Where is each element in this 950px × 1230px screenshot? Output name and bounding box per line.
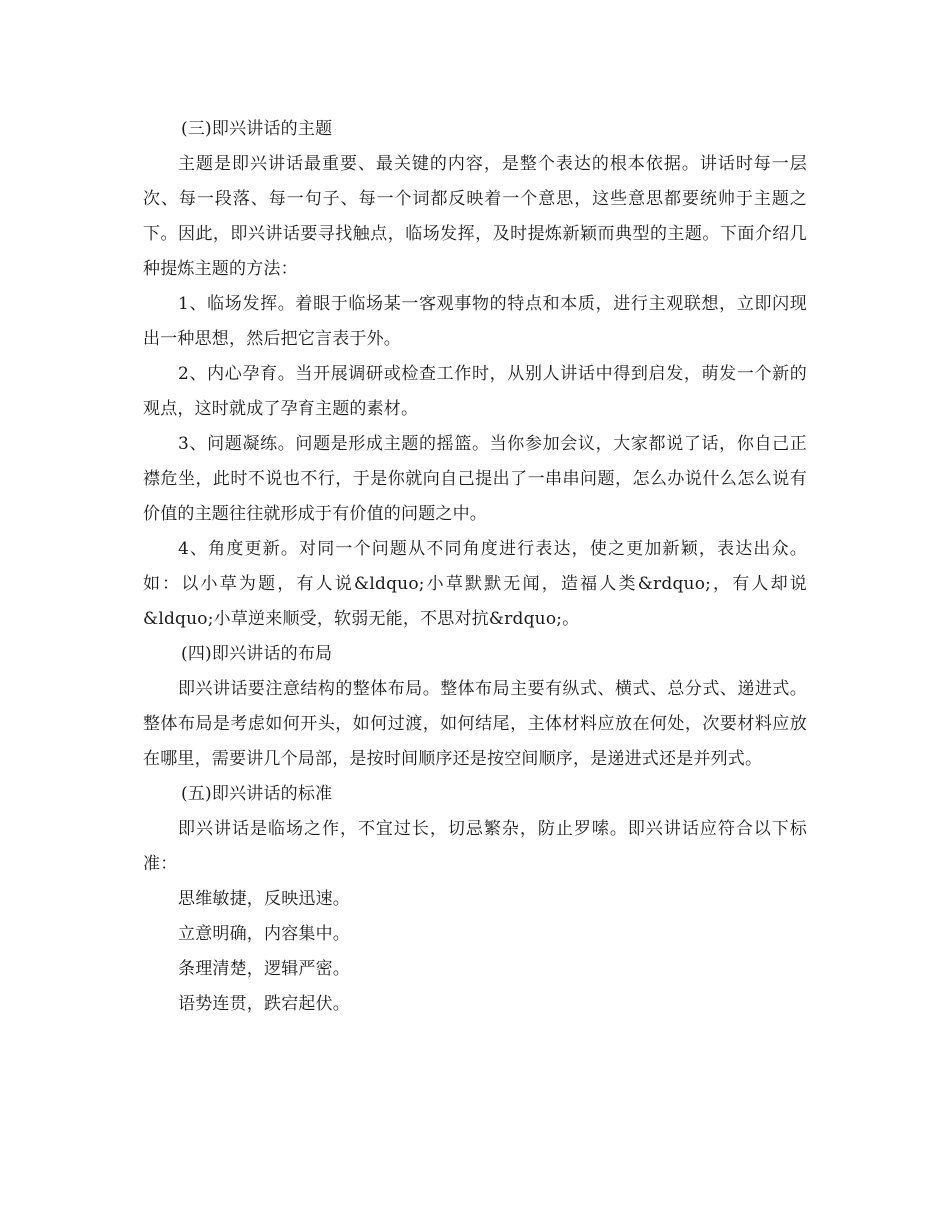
- paragraph-method-2: 2、内心孕育。当开展调研或检查工作时，从别人讲话中得到启发，萌发一个新的观点，这时就成了孕育主题的素材。: [143, 364, 807, 419]
- document-body: [143, 112, 807, 1022]
- section-heading-layout: (四)即兴讲话的布局: [181, 644, 333, 664]
- paragraph-method-3: 3、问题凝练。问题是形成主题的摇篮。当你参加会议，大家都说了话，你自己正襟危坐，此时不说也不行，于是你就向自己提出了一串串问题，怎么办说什么怎么说有价值的主题往往就形成于有价值的问题之中。: [143, 434, 807, 524]
- paragraph-standards-intro: 即兴讲话是临场之作，不宜过长，切忌繁杂，防止罗嗦。即兴讲话应符合以下标准：: [143, 819, 807, 874]
- paragraph-layout: 即兴讲话要注意结构的整体布局。整体布局主要有纵式、横式、总分式、递进式。整体布局是考虑如何开头，如何过渡，如何结尾，主体材料应放在何处，次要材料应放在哪里，需要讲几个局部，是按时间顺序还是按空间顺序，是递进式还是并列式。: [143, 679, 807, 769]
- standard-item-4: 语势连贯，跌宕起伏。: [178, 994, 350, 1014]
- standard-item-1: 思维敏捷，反映迅速。: [178, 889, 350, 909]
- paragraph-method-1: 1、临场发挥。着眼于临场某一客观事物的特点和本质，进行主观联想，立即闪现出一种思想，然后把它言表于外。: [143, 294, 807, 349]
- section-heading-standards: (五)即兴讲话的标准: [181, 784, 333, 804]
- paragraph-theme-intro: 主题是即兴讲话最重要、最关键的内容，是整个表达的根本依据。讲话时每一层次、每一段落、每一句子、每一个词都反映着一个意思，这些意思都要统帅于主题之下。因此，即兴讲话要寻找触点，临场发挥，及时提炼新颖而典型的主题。下面介绍几种提炼主题的方法：: [143, 154, 807, 279]
- section-heading-theme: (三)即兴讲话的主题: [181, 119, 333, 139]
- standard-item-3: 条理清楚，逻辑严密。: [178, 959, 350, 979]
- paragraph-method-4: 4、角度更新。对同一个问题从不同角度进行表达，使之更加新颖，表达出众。如：以小草为题，有人说&ldquo;小草默默无闻，造福人类&rdquo;，有人却说&ldquo;小草逆来顺受，软弱无能，不思对抗&rdquo;。: [143, 539, 807, 629]
- standard-item-2: 立意明确，内容集中。: [178, 924, 350, 944]
